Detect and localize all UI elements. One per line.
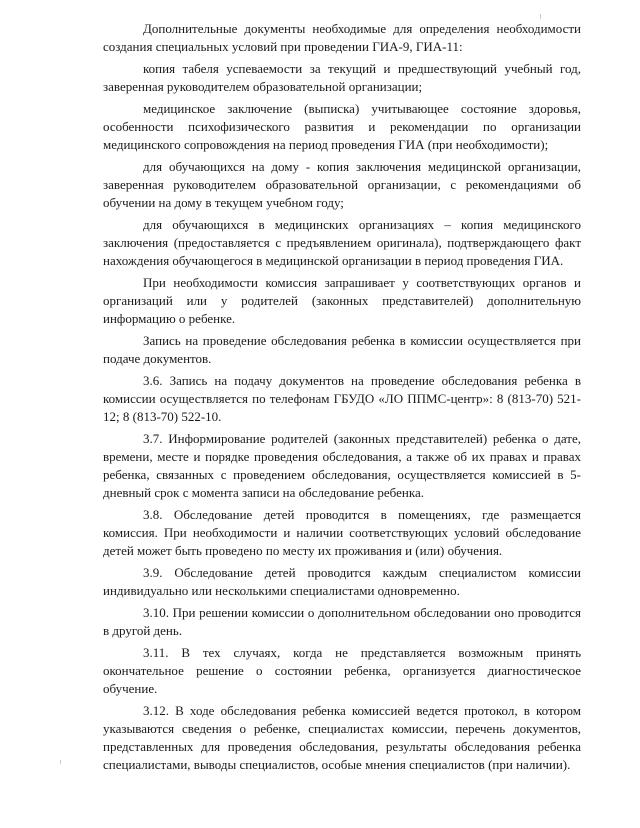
paragraph-3-7: 3.7. Информирование родителей (законных представителей) ребенка о дате, времени, месте и порядке проведения обследования, а также об их правах и правах ребенка, связанных с проведением обследования, осуществляется комиссией в 5-дневный срок с момента записи на обследование ребенка.	[103, 431, 581, 500]
paragraph-3-10: 3.10. При решении комиссии о дополнительном обследовании оно проводится в другой день.	[103, 605, 581, 638]
paragraph-report-card-copy: копия табеля успеваемости за текущий и предшествующий учебный год, заверенная руководителем образовательной организации;	[103, 61, 581, 94]
paragraph-3-8: 3.8. Обследование детей проводится в помещениях, где размещается комиссия. При необходимости и наличии соответствующих условий обследование детей может быть проведено по месту их проживания и (или) обучения.	[103, 507, 581, 558]
paragraph-registration: Запись на проведение обследования ребенка в комиссии осуществляется при подаче документов.	[103, 333, 581, 366]
paragraph-additional-documents: Дополнительные документы необходимые для определения необходимости создания специальных условий при проведении ГИА-9, ГИА-11:	[103, 21, 581, 54]
scan-artifact	[60, 760, 61, 764]
document-body	[103, 20, 581, 774]
paragraph-medical-organizations: для обучающихся в медицинских организациях – копия медицинского заключения (предоставляется с предъявлением оригинала), подтверждающего факт нахождения обучающегося в медицинской организации в период проведения ГИА.	[103, 217, 581, 268]
paragraph-3-11: 3.11. В тех случаях, когда не представляется возможным принять окончательное решение о состоянии ребенка, организуется диагностическое обучение.	[103, 645, 581, 696]
paragraph-home-schooling: для обучающихся на дому - копия заключения медицинской организации, заверенная руководителем образовательной организации, с рекомендациями об обучении на дому в текущем учебном году;	[103, 159, 581, 210]
paragraph-medical-conclusion: медицинское заключение (выписка) учитывающее состояние здоровья, особенности психофизического развития и рекомендации по организации медицинского сопровождения на период проведения ГИА (при необходимости);	[103, 101, 581, 152]
paragraph-commission-requests: При необходимости комиссия запрашивает у соответствующих органов и организаций или у родителей (законных представителей) дополнительную информацию о ребенке.	[103, 275, 581, 326]
paragraph-3-6: 3.6. Запись на подачу документов на проведение обследования ребенка в комиссии осуществляется по телефонам ГБУДО «ЛО ППМС-центр»: 8 (813-70) 521-12; 8 (813-70) 522-10.	[103, 373, 581, 424]
scan-artifact	[540, 14, 541, 19]
paragraph-3-9: 3.9. Обследование детей проводится каждым специалистом комиссии индивидуально или несколькими специалистами одновременно.	[103, 565, 581, 598]
paragraph-3-12: 3.12. В ходе обследования ребенка комиссией ведется протокол, в котором указываются сведения о ребенке, специалистах комиссии, перечень документов, представленных для проведения обследования, результаты обследования ребенка специалистами, выводы специалистов, особые мнения специалистов (при наличии).	[103, 703, 581, 772]
